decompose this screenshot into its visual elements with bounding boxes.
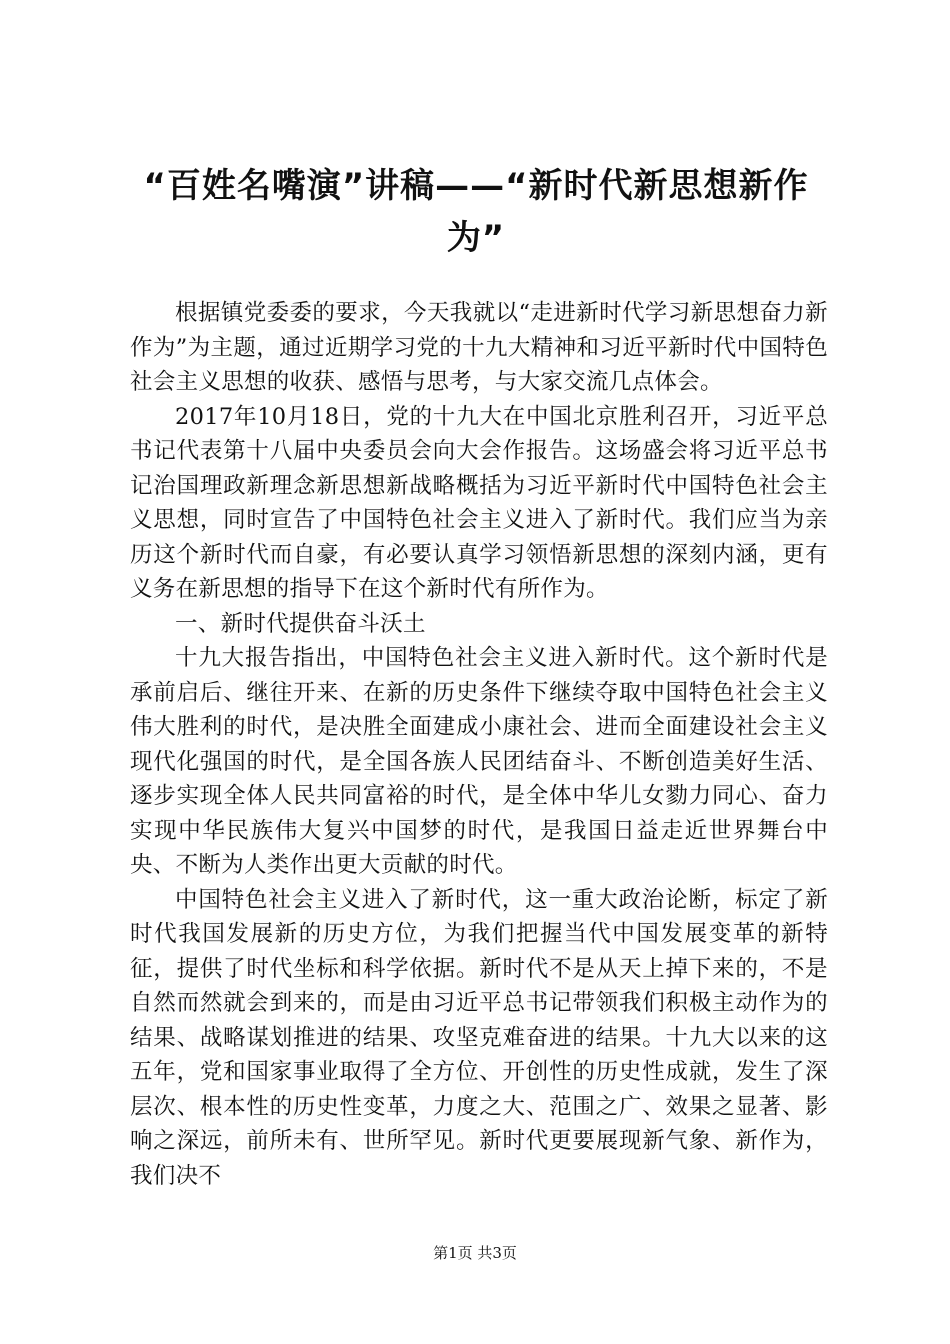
paragraph-congress: 2017年10月18日，党的十九大在中国北京胜利召开，习近平总书记代表第十八届中央委员会向大会作报告。这场盛会将习近平总书记治国理政新理念新思想新战略概括为习近平新时代中国特色社会主义思想，同时宣告了中国特色社会主义进入了新时代。我们应当为亲历这个新时代而自豪，有必要认真学习领悟新思想的深刻内涵，更有义务在新思想的指导下在这个新时代有所作为。 <box>130 403 828 602</box>
document-body <box>130 296 828 1193</box>
document-title: “百姓名嘴演”讲稿——“新时代新思想新作为” <box>143 166 809 258</box>
paragraph-new-era: 十九大报告指出，中国特色社会主义进入新时代。这个新时代是承前启后、继往开来、在新的历史条件下继续夺取中国特色社会主义伟大胜利的时代，是决胜全面建成小康社会、进而全面建设社会主义现代化强国的时代，是全国各族人民团结奋斗、不断创造美好生活、逐步实现全体人民共同富裕的时代，是全体中华儿女勠力同心、奋力实现中华民族伟大复兴中国梦的时代，是我国日益走近世界舞台中央、不断为人类作出更大贡献的时代。 <box>130 645 828 878</box>
page-number-footer: 第1页 共3页 <box>433 1244 517 1262</box>
paragraph-historic-position: 中国特色社会主义进入了新时代，这一重大政治论断，标定了新时代我国发展新的历史方位，为我们把握当代中国发展变革的新特征，提供了时代坐标和科学依据。新时代不是从天上掉下来的，不是自然而然就会到来的，而是由习近平总书记带领我们积极主动作为的结果、战略谋划推进的结果、攻坚克难奋进的结果。十九大以来的这五年，党和国家事业取得了全方位、开创性的历史性成就，发生了深层次、根本性的历史性变革，力度之大、范围之广、效果之显著、影响之深远，前所未有、世所罕见。新时代更要展现新气象、新作为，我们决不 <box>130 886 828 1189</box>
paragraph-intro: 根据镇党委委的要求，今天我就以“走进新时代学习新思想奋力新作为”为主题，通过近期学习党的十九大精神和习近平新时代中国特色社会主义思想的收获、感悟与思考，与大家交流几点体会。 <box>130 300 828 395</box>
section-heading-1: 一、新时代提供奋斗沃土 <box>175 610 426 637</box>
